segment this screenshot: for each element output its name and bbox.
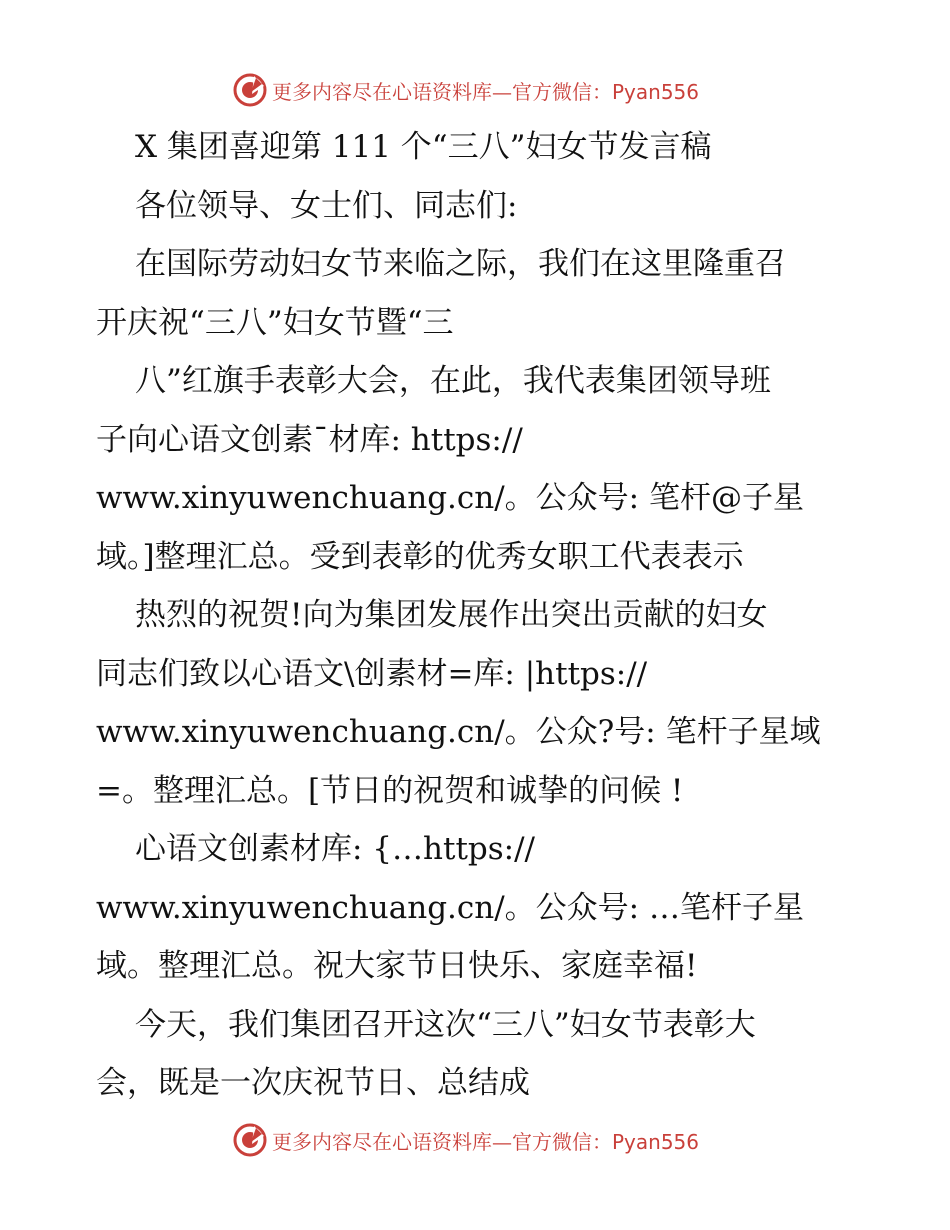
- paragraph-line: 在国际劳动妇女节来临之际，我们在这里隆重召: [135, 246, 786, 282]
- paragraph-line: 开庆祝“三八”妇女节暨“三: [96, 304, 454, 341]
- paragraph-line: 同志们致以心语文\创素材=库: |https://: [96, 655, 648, 692]
- paragraph-line: 今天，我们集团召开这次“三八”妇女节表彰大: [135, 1006, 756, 1043]
- document-title: X 集团喜迎第 111 个“三八”妇女节发言稿: [135, 129, 712, 165]
- watermark-account: Pyan556: [612, 1129, 700, 1154]
- paragraph-line: www.xinyuwenchuang.cn/。公众号: 笔杆@子星: [96, 480, 804, 516]
- paragraph-line: 域。整理汇总。祝大家节日快乐、家庭幸福!: [96, 948, 698, 984]
- paragraph-line: 子向心语文创素¯材库: https://: [96, 421, 523, 458]
- paragraph-line: www.xinyuwenchuang.cn/。公众号: …笔杆子星: [96, 889, 804, 926]
- watermark-header: [232, 72, 699, 108]
- watermark-contact: 官方微信：: [512, 1129, 612, 1154]
- watermark-text: 更多内容尽在心语资料库: [272, 79, 492, 104]
- watermark-account: Pyan556: [612, 79, 700, 104]
- brand-logo-icon: [232, 72, 268, 108]
- watermark-contact: 官方微信：: [512, 79, 612, 104]
- watermark-text: 更多内容尽在心语资料库: [272, 1129, 492, 1154]
- salutation: 各位领导、女士们、同志们:: [135, 187, 518, 224]
- watermark-separator: —: [492, 79, 512, 104]
- watermark-separator: —: [492, 1129, 512, 1154]
- paragraph-line: 会，既是一次庆祝节日、总结成: [96, 1065, 530, 1101]
- brand-logo-icon: [232, 1122, 268, 1158]
- paragraph-line: www.xinyuwenchuang.cn/。公众?号: 笔杆子星域: [96, 714, 821, 750]
- watermark-footer: [232, 1122, 699, 1158]
- document-body: [96, 124, 866, 1119]
- paragraph-line: =。整理汇总。[节日的祝贺和诚挚的问候 !: [96, 772, 684, 809]
- paragraph-line: 心语文创素材库: {…https://: [135, 831, 535, 867]
- paragraph-line: 热烈的祝贺!向为集团发展作出突出贡献的妇女: [135, 597, 768, 633]
- paragraph-line: 八”红旗手表彰大会，在此，我代表集团领导班: [135, 363, 771, 399]
- paragraph-line: 域。]整理汇总。受到表彰的优秀女职工代表表示: [96, 538, 744, 575]
